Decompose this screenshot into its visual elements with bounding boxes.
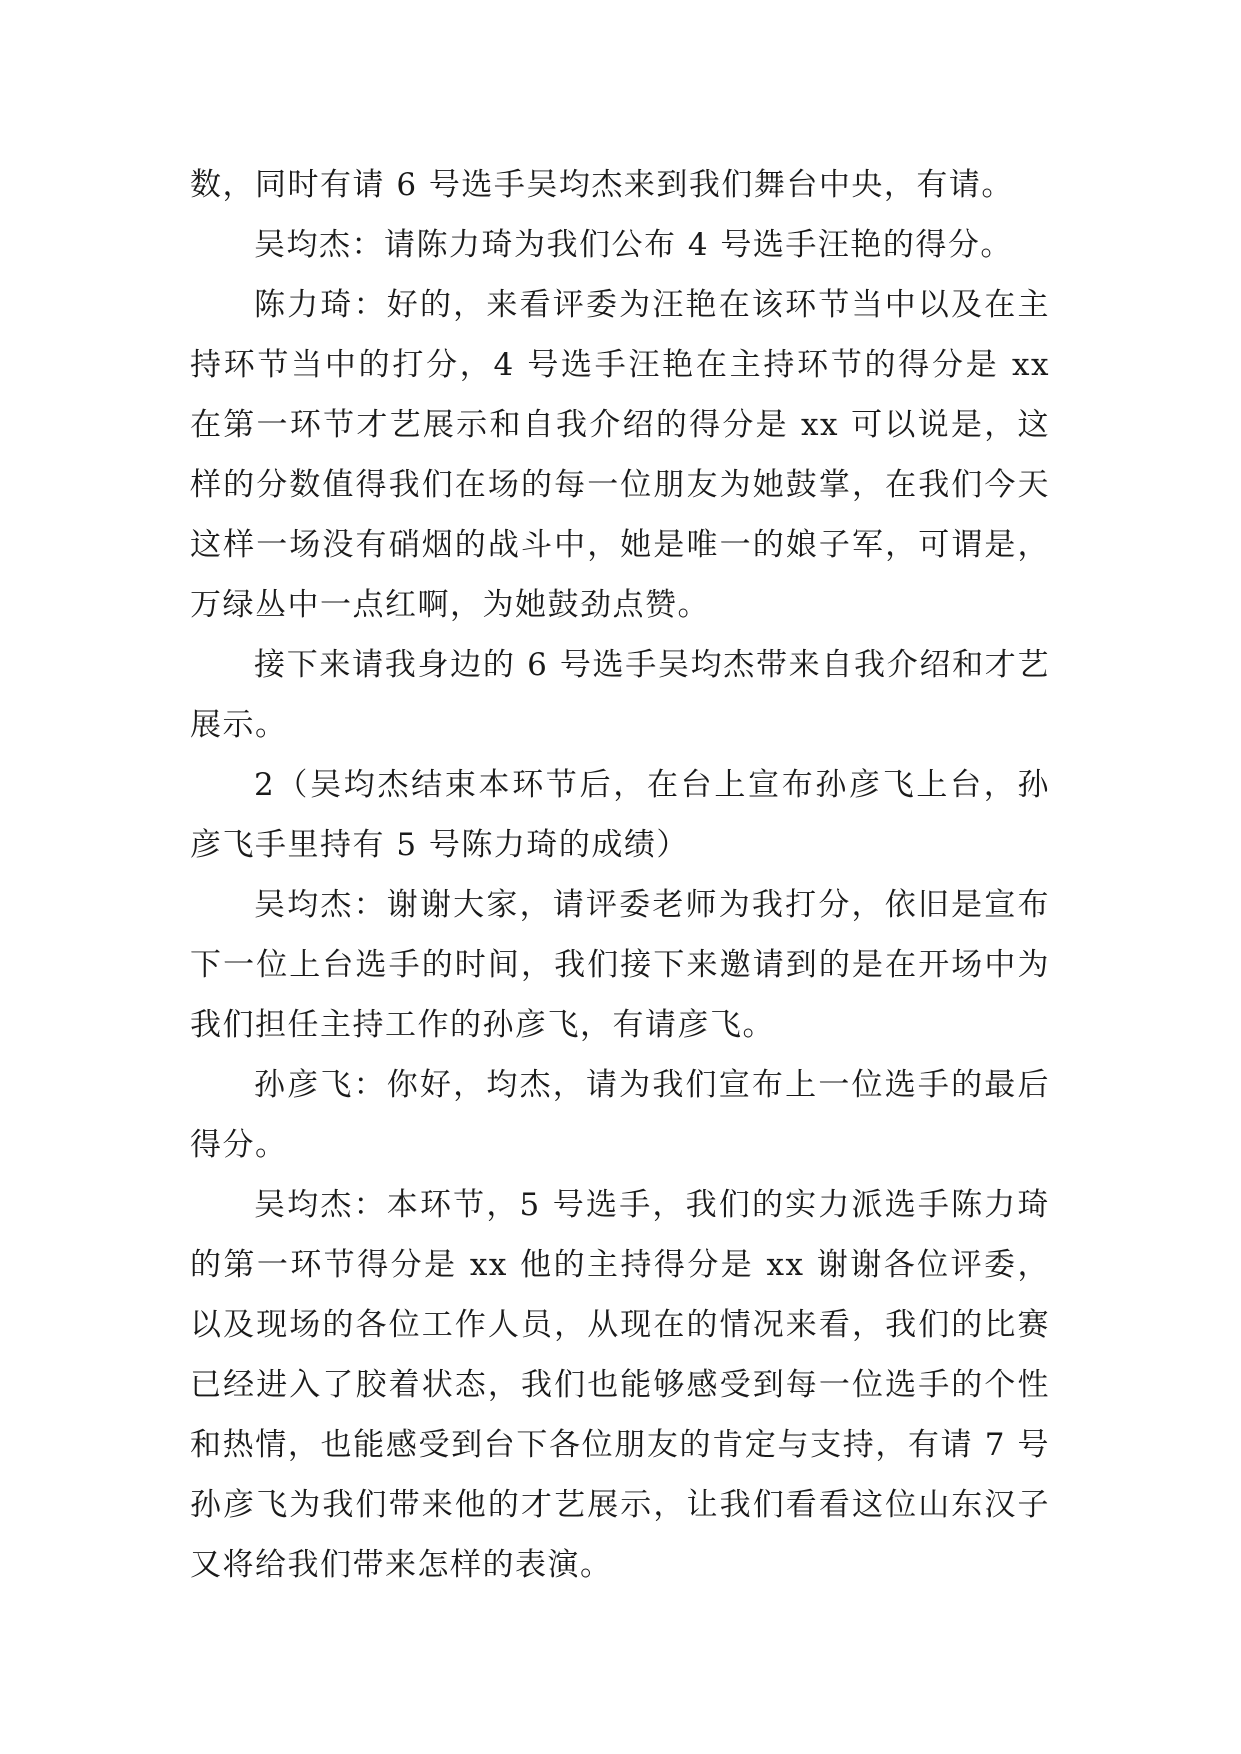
- paragraph-3: 陈力琦：好的，来看评委为汪艳在该环节当中以及在主持环节当中的打分，4 号选手汪艳在主持环节的得分是 xx 在第一环节才艺展示和自我介绍的得分是 xx 可以说是，这样的分数值得我们在场的每一位朋友为她鼓掌，在我们今天这样一场没有硝烟的战斗中，她是唯一的娘子军，可谓是，万绿丛中一点红啊，为她鼓劲点赞。: [190, 287, 1050, 623]
- paragraph-8: 吴均杰：本环节，5 号选手，我们的实力派选手陈力琦的第一环节得分是 xx 他的主持得分是 xx 谢谢各位评委，以及现场的各位工作人员，从现在的情况来看，我们的比赛已经进入了胶着状态，我们也能够感受到每一位选手的个性和热情，也能感受到台下各位朋友的肯定与支持，有请 7 号孙彦飞为我们带来他的才艺展示，让我们看看这位山东汉子又将给我们带来怎样的表演。: [190, 1187, 1050, 1583]
- document-body: [190, 155, 1050, 1595]
- paragraph-2: 吴均杰：请陈力琦为我们公布 4 号选手汪艳的得分。: [254, 227, 1013, 263]
- paragraph-4: 接下来请我身边的 6 号选手吴均杰带来自我介绍和才艺展示。: [190, 647, 1050, 743]
- paragraph-7: 孙彦飞：你好，均杰，请为我们宣布上一位选手的最后得分。: [190, 1067, 1050, 1163]
- paragraph-1: 数，同时有请 6 号选手吴均杰来到我们舞台中央，有请。: [190, 167, 1014, 203]
- paragraph-5: 2（吴均杰结束本环节后，在台上宣布孙彦飞上台，孙彦飞手里持有 5 号陈力琦的成绩）: [190, 767, 1050, 863]
- paragraph-6: 吴均杰：谢谢大家，请评委老师为我打分，依旧是宣布下一位上台选手的时间，我们接下来邀请到的是在开场中为我们担任主持工作的孙彦飞，有请彦飞。: [190, 887, 1050, 1043]
